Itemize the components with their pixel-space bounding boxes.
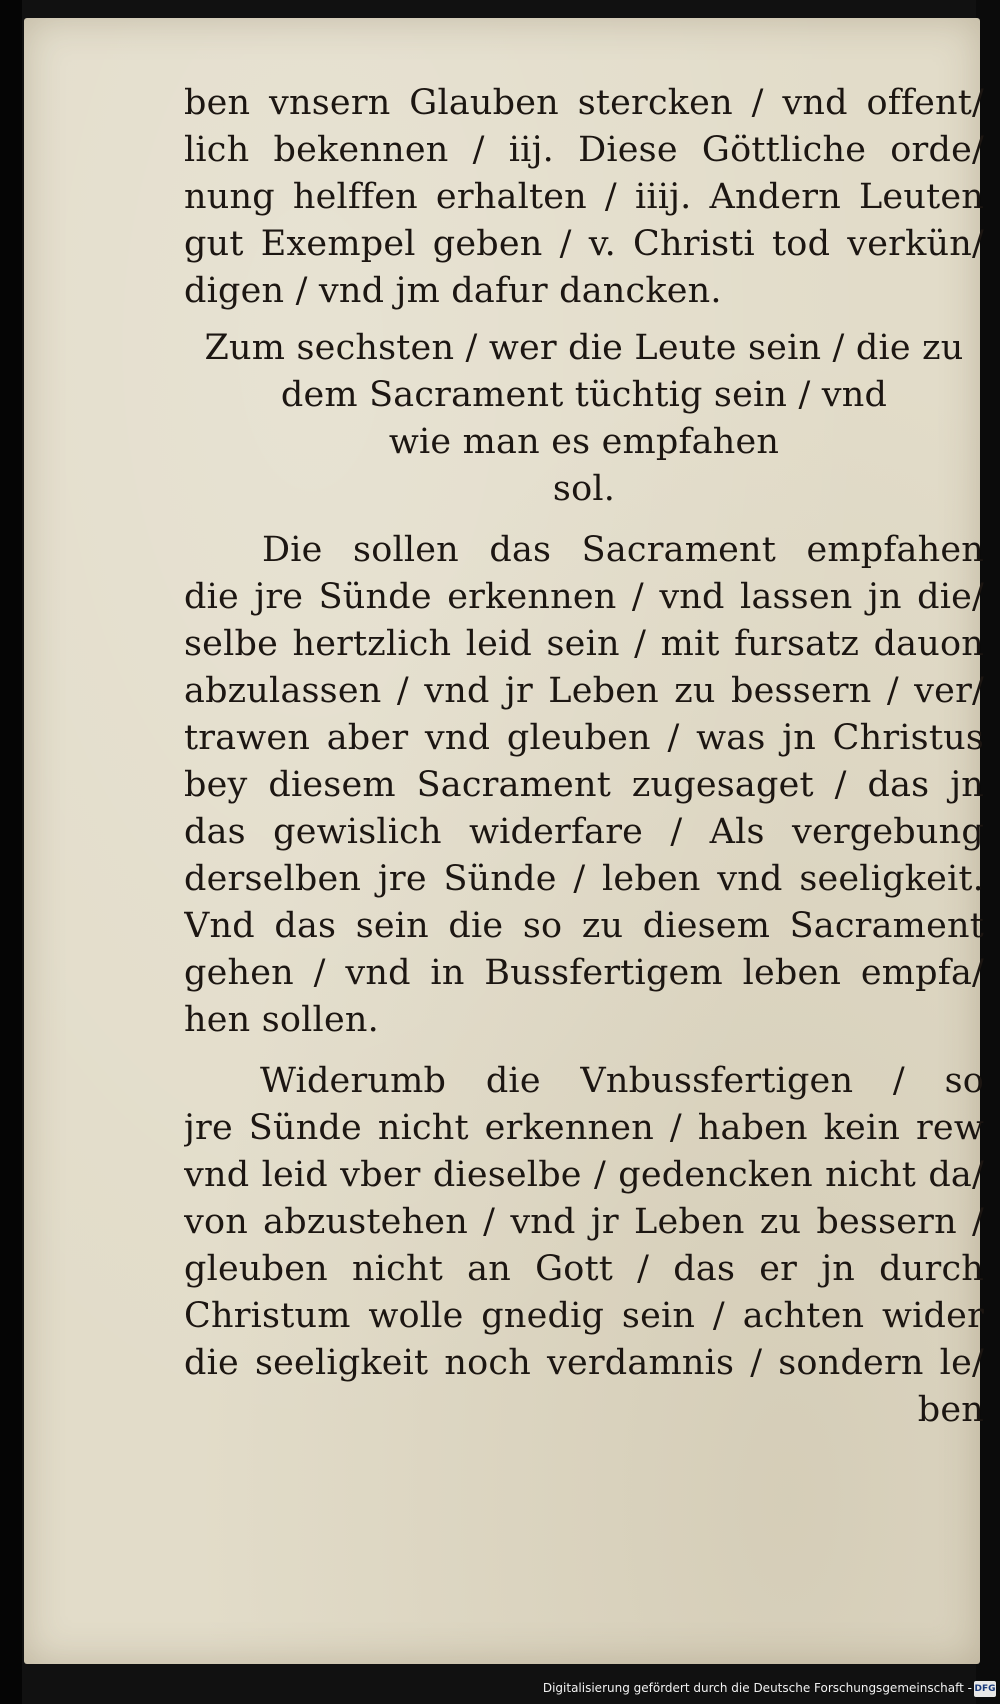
text-line: jre Sünde nicht erkennen / haben kein rew [184, 1108, 984, 1148]
text-line: derselben jre Sünde / leben vnd seeligkeit. [184, 859, 984, 899]
text-line: gut Exempel geben / v. Christi tod verkün/ [184, 224, 984, 264]
page-text [184, 80, 984, 1434]
catchword: ben [917, 1390, 984, 1430]
text-line: von abzustehen / vnd jr Leben zu bessern / [184, 1202, 984, 1242]
text-line: ben vnsern Glauben stercken / vnd offent/ [184, 83, 984, 123]
text-line: gleuben nicht an Gott / das er jn durch [184, 1249, 984, 1289]
text-line: abzulassen / vnd jr Leben zu bessern / ver/ [184, 671, 984, 711]
heading-line: sol. [552, 469, 616, 509]
text-line: Widerumb die Vnbussfertigen / so [260, 1061, 984, 1101]
text-line: lich bekennen / iij. Diese Göttliche orde/ [184, 130, 984, 170]
text-line: die jre Sünde erkennen / vnd lassen jn die/ [184, 577, 984, 617]
heading-line: Zum sechsten / wer die Leute sein / die zu [204, 328, 964, 368]
text-line: nung helffen erhalten / iiij. Andern Leuten [184, 177, 984, 217]
paragraph-worthy-recipients [184, 527, 984, 1044]
text-line: vnd leid vber dieselbe / gedencken nicht da/ [184, 1155, 984, 1195]
dfg-logo-icon: DFG [974, 1681, 996, 1697]
text-line: die seeligkeit noch verdamnis / sondern le/ [184, 1343, 984, 1383]
text-line: trawen aber vnd gleuben / was jn Christus [184, 718, 984, 758]
paragraph-unrepentant [184, 1058, 984, 1434]
text-line: selbe hertzlich leid sein / mit fursatz dauon [184, 624, 984, 664]
paragraph-gap [184, 1044, 984, 1058]
text-line: Die sollen das Sacrament empfahen [262, 530, 984, 570]
text-line: digen / vnd jm dafur dancken. [184, 271, 722, 311]
book-page [24, 18, 984, 1664]
text-line: das gewislich widerfare / Als vergebung [184, 812, 984, 852]
text-line: gehen / vnd in Bussfertigem leben empfa/ [184, 953, 984, 993]
text-line: Vnd das sein die so zu diesem Sacrament [184, 906, 984, 946]
digitization-credit: Digitalisierung gefördert durch die Deutsche Forschungsgemeinschaft - [542, 1681, 972, 1695]
heading-line: dem Sacrament tüchtig sein / vnd [280, 375, 888, 415]
text-line: hen sollen. [184, 1000, 379, 1040]
text-line: bey diesem Sacrament zugesaget / das jn [184, 765, 984, 805]
text-line: Christum wolle gnedig sein / achten wider [184, 1296, 984, 1336]
section-heading [184, 325, 984, 513]
heading-line: wie man es empfahen [388, 422, 780, 462]
scan-left-edge [0, 0, 22, 1704]
paragraph-continuation [184, 80, 984, 315]
